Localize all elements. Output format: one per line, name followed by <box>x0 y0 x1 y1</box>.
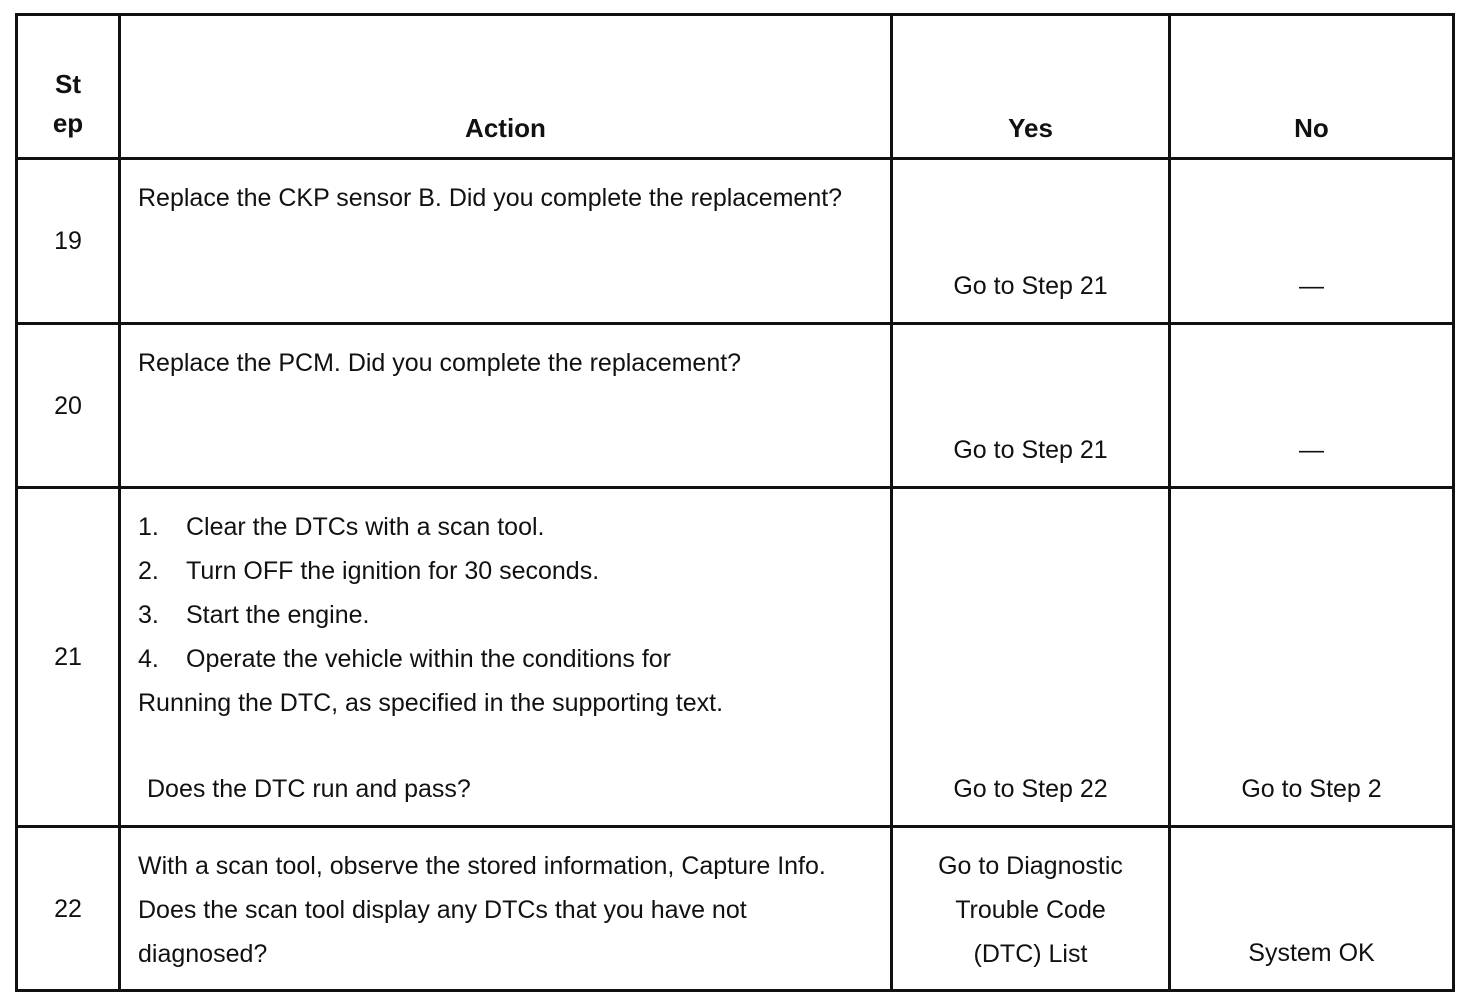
action-continuation: Running the DTC, as specified in the supporting text. <box>138 689 724 717</box>
step-cell <box>17 827 120 991</box>
list-item <box>138 637 876 681</box>
header-action <box>120 15 892 159</box>
action-text: With a scan tool, observe the stored information, Capture Info. Does the scan tool display any DTCs that you have not diagnosed? <box>138 852 826 968</box>
diagnostic-table <box>15 13 1455 992</box>
action-cell <box>120 488 892 827</box>
header-step <box>17 15 120 159</box>
list-item-number: 1. <box>138 513 159 541</box>
no-result: System OK <box>1248 939 1375 967</box>
yes-result: Go to Step 21 <box>953 436 1108 464</box>
yes-cell <box>892 488 1170 827</box>
list-item <box>138 505 876 549</box>
list-item-number: 3. <box>138 601 159 629</box>
table-row <box>17 324 1454 488</box>
table-header-row <box>17 15 1454 159</box>
list-item-text: Turn OFF the ignition for 30 seconds. <box>186 557 600 585</box>
table-row <box>17 488 1454 827</box>
no-cell <box>1170 488 1454 827</box>
action-question: Does the DTC run and pass? <box>147 775 471 803</box>
action-cell <box>120 827 892 991</box>
list-item <box>138 593 876 637</box>
no-cell <box>1170 827 1454 991</box>
yes-cell <box>892 159 1170 324</box>
step-number: 22 <box>54 894 82 923</box>
no-result: — <box>1299 436 1324 464</box>
yes-result: Go to Step 22 <box>953 775 1108 803</box>
step-number: 20 <box>54 391 82 420</box>
action-steps <box>138 505 876 725</box>
no-cell <box>1170 324 1454 488</box>
yes-result: Go to Diagnostic Trouble Code (DTC) List <box>938 852 1123 968</box>
action-step-list <box>138 505 876 681</box>
action-text: Replace the PCM. Did you complete the replacement? <box>138 349 742 377</box>
list-item-text: Start the engine. <box>186 601 370 629</box>
list-item-text: Clear the DTCs with a scan tool. <box>186 513 545 541</box>
action-text: Replace the CKP sensor B. Did you complete the replacement? <box>138 184 843 212</box>
list-item-number: 4. <box>138 645 159 673</box>
list-item-number: 2. <box>138 557 159 585</box>
step-number: 21 <box>54 643 82 671</box>
step-cell <box>17 159 120 324</box>
no-result: — <box>1299 272 1324 300</box>
step-cell <box>17 324 120 488</box>
header-action-label: Action <box>465 113 546 143</box>
header-yes <box>892 15 1170 159</box>
action-cell <box>120 159 892 324</box>
header-no-label: No <box>1294 113 1329 143</box>
list-item <box>138 549 876 593</box>
step-cell <box>17 488 120 827</box>
table-row <box>17 159 1454 324</box>
yes-cell <box>892 324 1170 488</box>
yes-result: Go to Step 21 <box>953 272 1108 300</box>
yes-cell <box>892 827 1170 991</box>
action-cell <box>120 324 892 488</box>
header-yes-label: Yes <box>1008 113 1053 143</box>
no-result: Go to Step 2 <box>1241 775 1382 803</box>
list-item-text: Operate the vehicle within the conditions for <box>186 645 671 673</box>
no-cell <box>1170 159 1454 324</box>
header-no <box>1170 15 1454 159</box>
step-number: 19 <box>54 227 82 255</box>
header-step-label: Step <box>52 69 84 138</box>
table-row <box>17 827 1454 991</box>
